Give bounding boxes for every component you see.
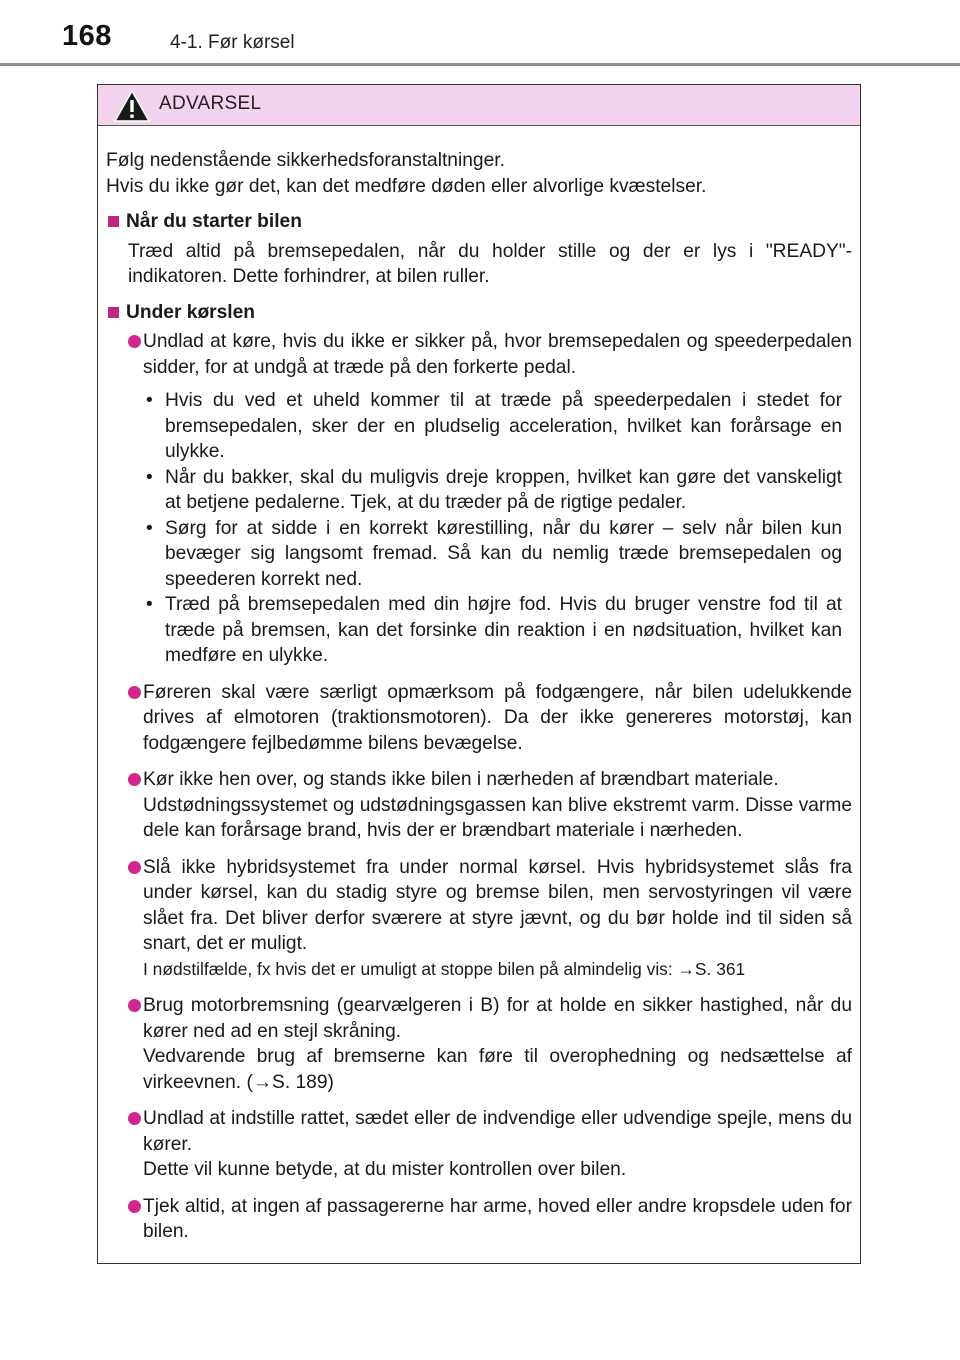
circle-bullet-icon [128, 1200, 141, 1213]
warning-box [97, 84, 861, 1264]
warning-content [98, 126, 860, 1245]
point-text: Udstødningssystemet og udstødningsgassen kan blive ekstremt varm. Disse varme dele kan forårsage brand, hvis der er brændbart materiale i nærheden. [143, 794, 852, 841]
list-item [106, 329, 852, 669]
list-item [106, 1194, 852, 1245]
list-item [106, 1106, 852, 1183]
circle-bullet-icon [128, 686, 141, 699]
section-title: 4-1. Før kørsel [170, 32, 295, 53]
reference-note: I nødstilfælde, fx hvis det er umuligt at stoppe bilen på almindelig vis: →S. 361 [143, 958, 746, 979]
intro-line: Følg nedenstående sikkerhedsforanstaltninger. [106, 150, 505, 171]
section-heading-text: Under kørslen [126, 301, 256, 323]
section-starting [106, 209, 852, 290]
circle-bullet-icon [128, 999, 141, 1012]
square-bullet-icon [108, 307, 119, 318]
warning-triangle-icon [114, 90, 150, 122]
point-text: Slå ikke hybridsystemet fra under normal kørsel. Hvis hybridsystemet slås fra under kørsel, kan du stadig styre og bremse bilen, men servostyringen vil være slået fra. Det bliver derfor sværere at styre jævnt, og du bør holde ind til siden så snart, det er muligt. [143, 856, 852, 954]
circle-bullet-icon [128, 335, 141, 348]
intro [106, 148, 852, 199]
circle-bullet-icon [128, 1112, 141, 1125]
sub-list-item: • Hvis du ved et uheld kommer til at træde på speederpedalen i stedet for bremsepedalen, sker der en pludselig acceleration, hvilket kan forårsage en ulykke. [143, 388, 842, 465]
warning-header [98, 85, 860, 126]
square-bullet-icon [108, 216, 119, 227]
sub-list-item: • Træd på bremsepedalen med din højre fod. Hvis du bruger venstre fod til at træde på bremsen, kan det forsinke din reaktion i en nødsituation, hvilket kan medføre en ulykke. [143, 592, 842, 669]
intro-line: Hvis du ikke gør det, kan det medføre døden eller alvorlige kvæstelser. [106, 175, 707, 197]
point-text: Brug motorbremsning (gearvælgeren i B) for at holde en sikker hastighed, når du kører ned ad en stejl skråning. [143, 995, 852, 1042]
point-text: Undlad at køre, hvis du ikke er sikker på, hvor bremsepedalen og speederpedalen sidder, for at undgå at træde på den forkerte pedal. [143, 331, 852, 378]
point-text: Dette vil kunne betyde, at du mister kontrollen over bilen. [143, 1159, 627, 1180]
section-body: Træd altid på bremsepedalen, når du holder stille og der er lys i "READY"-indikatoren. Dette forhindrer, at bilen ruller. [128, 240, 852, 287]
section-heading [106, 300, 852, 326]
point-text: Undlad at indstille rattet, sædet eller de indvendige eller udvendige spejle, mens du kører. [143, 1108, 852, 1155]
list-item [106, 680, 852, 757]
sub-list-item: • Når du bakker, skal du muligvis dreje kroppen, hvilket kan gøre det vanskeligt at betjene pedalerne. Tjek, at du træder på de rigtige pedaler. [143, 465, 842, 516]
point-text: Føreren skal være særligt opmærksom på fodgængere, når bilen udelukkende drives af elmotoren (traktionsmotoren). Da der ikke genereres motorstøj, kan fodgængere fejlbedømme bilens bevægelse. [143, 681, 852, 754]
point-text: Vedvarende brug af bremserne kan føre til overophedning og nedsættelse af virkeevnen. (→S. 189) [143, 1046, 852, 1093]
section-heading-text: Når du starter bilen [126, 211, 302, 232]
warning-title: ADVARSEL [159, 93, 262, 114]
circle-bullet-icon [128, 861, 141, 874]
page-header [0, 0, 960, 60]
point-text: Tjek altid, at ingen af passagererne har arme, hoved eller andre kropsdele uden for bilen. [143, 1195, 852, 1242]
header-divider [0, 63, 960, 66]
section-driving [106, 300, 852, 1245]
sub-list [143, 388, 852, 669]
list-item [106, 767, 852, 844]
sub-list-item: • Sørg for at sidde i en korrekt kørestilling, når du kører – selv når bilen kun bevæger sig langsomt fremad. Så kan du nemlig træde bremsepedalen og speederen korrekt ned. [143, 516, 842, 593]
list-item [106, 993, 852, 1095]
section-heading [106, 209, 852, 235]
list-item [106, 855, 852, 983]
circle-bullet-icon [128, 773, 141, 786]
page-number: 168 [62, 20, 112, 52]
point-text: Kør ikke hen over, og stands ikke bilen i nærheden af brændbart materiale. [143, 769, 779, 790]
